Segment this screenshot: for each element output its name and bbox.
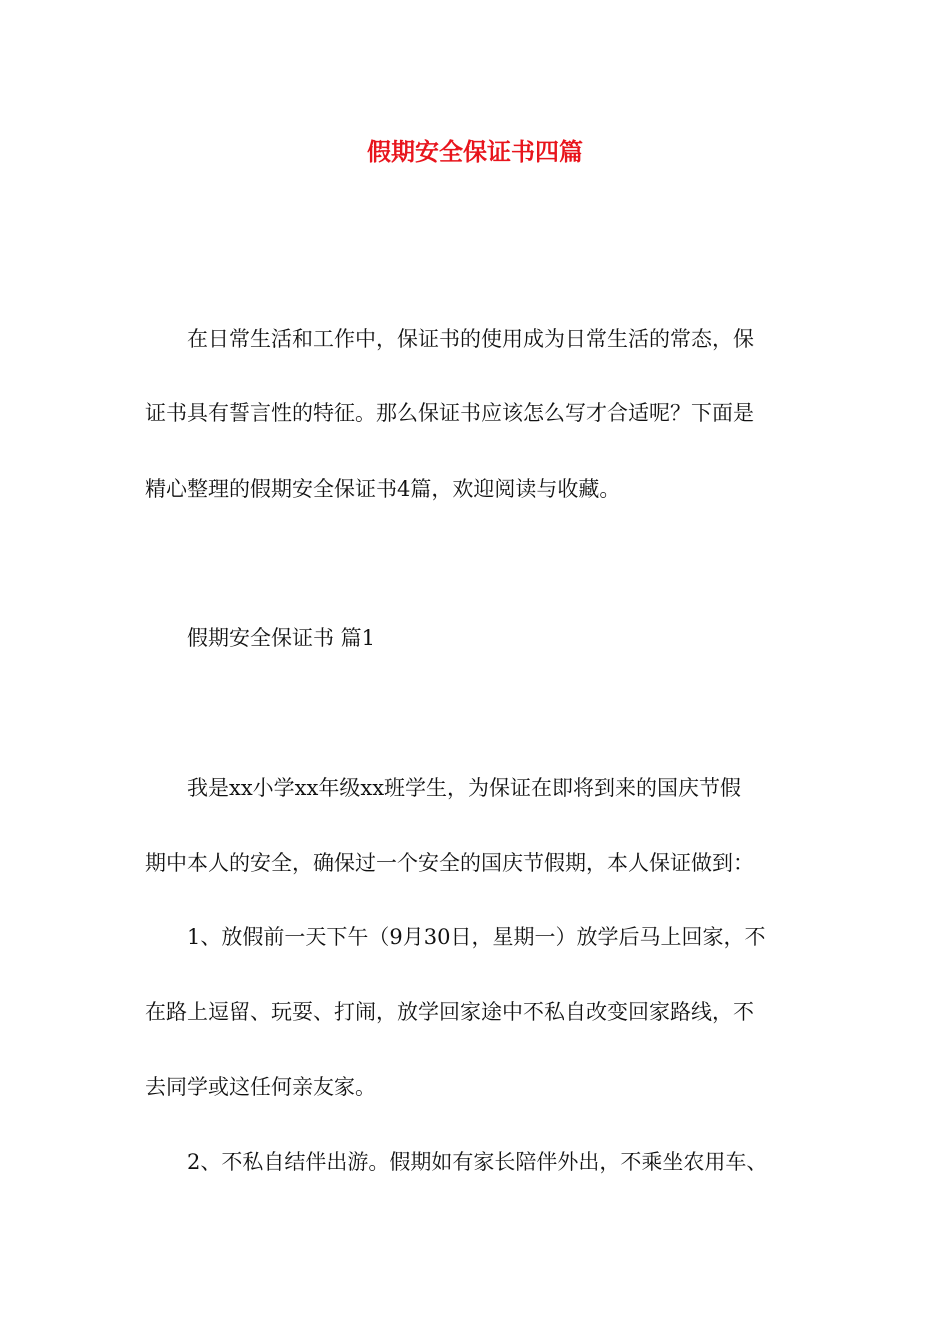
paragraph-line: 1、放假前一天下午（9月30日，星期一）放学后马上回家，不	[187, 925, 766, 949]
paragraph-line: 期中本人的安全，确保过一个安全的国庆节假期，本人保证做到：	[145, 851, 754, 875]
paragraph-line: 2、不私自结伴出游。假期如有家长陪伴外出，不乘坐农用车、	[187, 1150, 768, 1174]
paragraph-line: 我是xx小学xx年级xx班学生，为保证在即将到来的国庆节假	[187, 776, 742, 800]
section-heading: 假期安全保证书 篇1	[187, 626, 376, 650]
document-title: 假期安全保证书四篇	[367, 138, 583, 166]
paragraph-line: 精心整理的假期安全保证书4篇，欢迎阅读与收藏。	[145, 477, 621, 501]
paragraph-line: 证书具有誓言性的特征。那么保证书应该怎么写才合适呢？下面是	[145, 401, 754, 425]
paragraph-line: 去同学或这任何亲友家。	[145, 1075, 376, 1099]
paragraph-line: 在路上逗留、玩耍、打闹，放学回家途中不私自改变回家路线，不	[145, 1000, 754, 1024]
paragraph-line: 在日常生活和工作中，保证书的使用成为日常生活的常态，保	[187, 327, 754, 351]
